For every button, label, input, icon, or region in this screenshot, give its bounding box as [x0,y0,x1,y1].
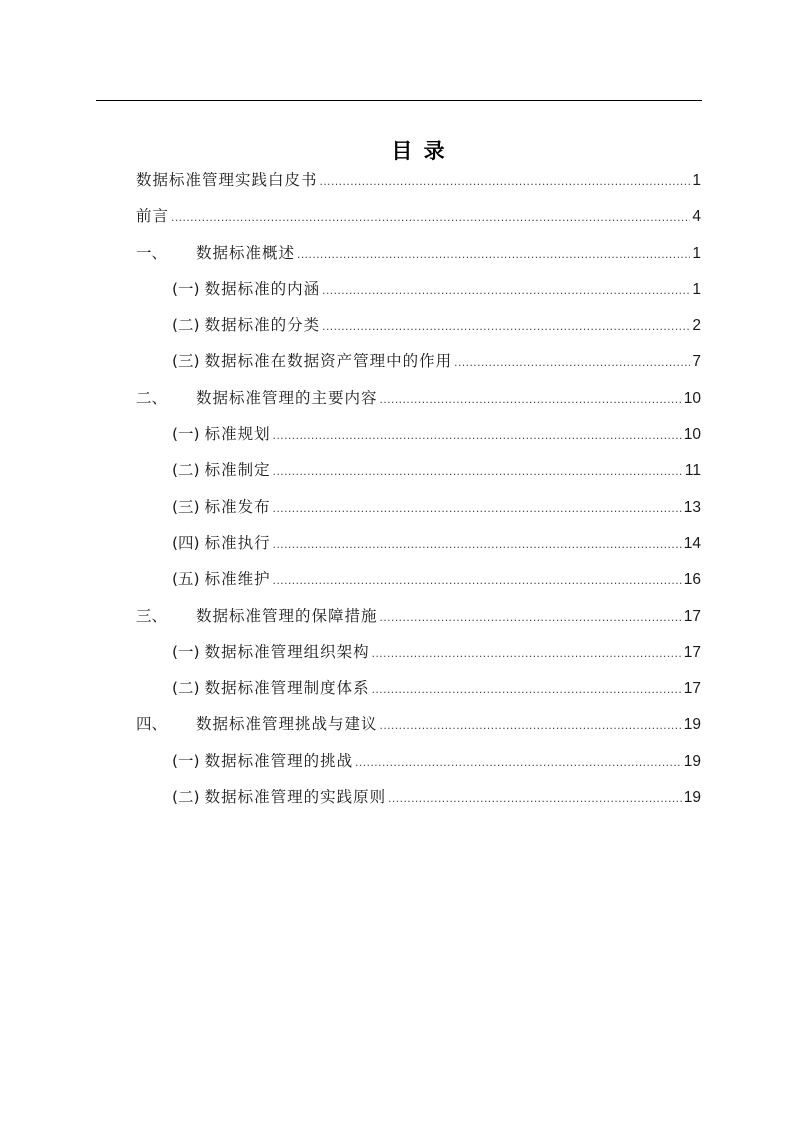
toc-entry[interactable] [136,531,701,567]
toc-entry[interactable] [136,749,701,785]
toc-page-number: 7 [692,353,701,371]
toc-entry-title: 数据标准管理制度体系 [204,679,370,698]
toc-entry-number: (一) [172,425,200,444]
toc-entry-title: 数据标准概述 [196,243,296,262]
toc-entry[interactable] [136,422,701,458]
toc-dot-leader [388,786,682,810]
toc-page-number: 17 [683,680,701,698]
toc-entry[interactable] [136,785,701,821]
toc-entry[interactable] [136,349,701,385]
toc-dot-leader [380,713,682,737]
toc-entry-title: 标准发布 [204,497,271,516]
toc-entry-title: 数据标准管理实践白皮书 [136,171,318,189]
toc-entry-title: 数据标准管理的保障措施 [196,606,378,625]
toc-entry-title: 前言 [136,207,170,226]
toc-dot-leader [355,750,682,774]
toc-dot-leader [273,423,682,447]
toc-dot-leader [322,278,690,302]
toc-entry-number: (五) [172,570,200,589]
toc-entry-number: (四) [172,533,200,552]
toc-entry-title: 数据标准管理挑战与建议 [196,715,378,734]
toc-entry-number: (一) [172,642,200,661]
toc-dot-leader [454,350,690,374]
toc-entry-number: (一) [172,751,200,770]
toc-entry-number: (一) [172,279,200,298]
toc-entry[interactable] [136,567,701,603]
toc-page-number: 19 [683,752,701,770]
toc-entry-title: 数据标准管理的实践原则 [204,788,387,807]
toc-entry-title: 标准执行 [204,533,271,552]
toc-entry-number: 四、 [136,715,168,734]
toc-entry[interactable] [136,241,701,277]
toc-dot-leader [322,314,690,338]
table-of-contents [136,168,701,821]
toc-page-number: 10 [683,389,701,407]
toc-page-number: 2 [692,317,701,335]
toc-entry-number: (三) [172,497,200,516]
toc-entry[interactable] [136,640,701,676]
toc-entry[interactable] [136,168,701,204]
toc-page-number: 1 [692,172,701,189]
toc-page-number: 11 [684,462,701,480]
toc-page-number: 19 [683,789,701,807]
toc-title: 目 录 [391,139,447,163]
toc-entry-title: 数据标准的内涵 [204,279,321,298]
toc-page-number: 1 [692,244,701,262]
toc-dot-leader [372,641,682,665]
toc-dot-leader [320,169,691,193]
toc-entry-title: 标准制定 [204,461,271,480]
toc-entry-number: (二) [172,679,200,698]
toc-page-number: 13 [683,498,701,516]
toc-dot-leader [273,459,683,483]
toc-entry-number: (二) [172,788,200,807]
toc-entry[interactable] [136,458,701,494]
toc-dot-leader [297,242,690,266]
toc-entry[interactable] [136,712,701,748]
toc-page-number: 17 [683,643,701,661]
toc-entry[interactable] [136,676,701,712]
toc-dot-leader [171,205,690,229]
toc-page-number: 4 [692,208,701,226]
toc-entry[interactable] [136,495,701,531]
toc-page-number: 1 [692,280,701,298]
toc-entry-number: (三) [172,352,200,371]
toc-entry-title: 数据标准的分类 [204,316,321,335]
toc-dot-leader [273,532,682,556]
toc-entry-number: (二) [172,461,200,480]
toc-page-number: 14 [683,534,701,552]
toc-entry-title: 数据标准管理组织架构 [204,642,370,661]
toc-page-number: 17 [683,607,701,625]
toc-entry-title: 标准规划 [204,425,271,444]
toc-entry-number: 一、 [136,243,168,262]
toc-entry-title: 数据标准管理的主要内容 [196,388,378,407]
toc-dot-leader [273,568,682,592]
toc-page-number: 10 [683,426,701,444]
toc-entry[interactable] [136,313,701,349]
toc-entry[interactable] [136,277,701,313]
toc-dot-leader [380,387,682,411]
toc-entry-number: 三、 [136,606,168,625]
toc-entry[interactable] [136,386,701,422]
toc-entry-number: (二) [172,316,200,335]
toc-page-number: 19 [683,716,701,734]
toc-entry[interactable] [136,204,701,240]
toc-entry-title: 标准维护 [204,570,271,589]
toc-dot-leader [380,605,682,629]
toc-entry-number: 二、 [136,388,168,407]
toc-dot-leader [273,496,682,520]
toc-entry-title: 数据标准管理的挑战 [204,751,354,770]
toc-entry-title: 数据标准在数据资产管理中的作用 [204,352,453,371]
toc-entry[interactable] [136,604,701,640]
toc-page-number: 16 [683,571,701,589]
toc-dot-leader [372,677,682,701]
header-rule [96,100,702,101]
